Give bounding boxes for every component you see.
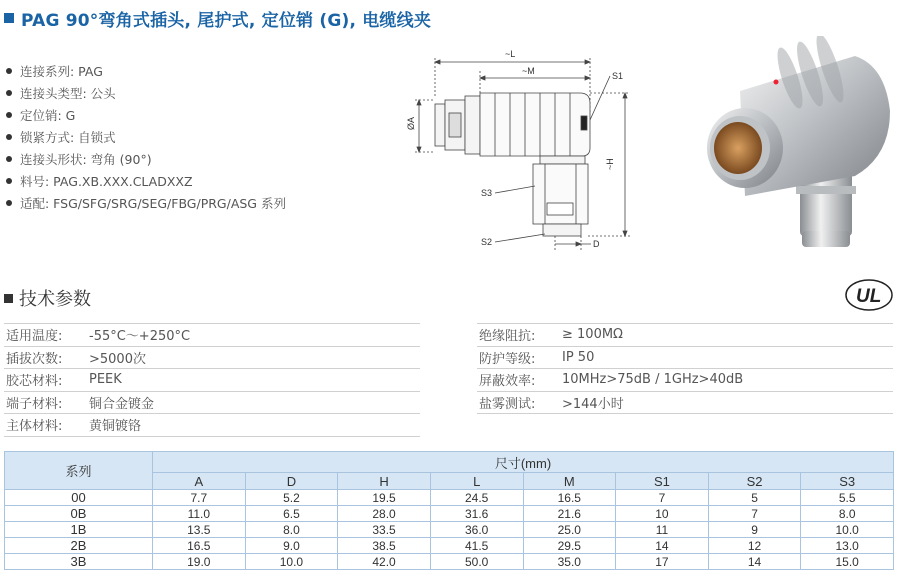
dimension-cell: 11 — [616, 522, 709, 538]
table-row — [5, 554, 894, 570]
dimension-cell: 7 — [616, 490, 709, 506]
spec-row: 插拔次数: >5000次 — [4, 346, 420, 369]
dimension-cell: 5 — [708, 490, 801, 506]
series-cell: 2B — [5, 538, 153, 554]
bullet-icon — [6, 68, 12, 74]
dimension-table — [4, 451, 894, 570]
dimension-cell: 41.5 — [430, 538, 523, 554]
dimension-header: 尺寸(mm) — [153, 452, 894, 473]
series-cell: 1B — [5, 522, 153, 538]
dimension-cell: 38.5 — [338, 538, 431, 554]
label-L: ~L — [505, 49, 516, 59]
dimension-cell: 35.0 — [523, 554, 616, 570]
column-header: D — [245, 473, 338, 490]
title-square-icon — [4, 13, 14, 23]
dimension-cell: 8.0 — [245, 522, 338, 538]
feature-list — [6, 60, 286, 214]
product-photo — [690, 36, 895, 254]
dimension-cell: 42.0 — [338, 554, 431, 570]
column-header: M — [523, 473, 616, 490]
column-header: S2 — [708, 473, 801, 490]
label-S2: S2 — [481, 237, 493, 247]
bullet-icon — [6, 90, 12, 96]
spec-row: 盐雾测试: >144小时 — [477, 391, 893, 415]
ul-certification-icon — [845, 279, 893, 311]
dimension-cell: 9.0 — [245, 538, 338, 554]
column-header: H — [338, 473, 431, 490]
dimension-cell: 5.2 — [245, 490, 338, 506]
page-title-text: PAG 90°弯角式插头, 尾护式, 定位销 (G), 电缆线夹 — [21, 10, 432, 31]
dimension-cell: 11.0 — [153, 506, 246, 522]
dimension-cell: 10 — [616, 506, 709, 522]
spec-row: 胶芯材料: PEEK — [4, 368, 420, 391]
dimension-cell: 15.0 — [801, 554, 894, 570]
label-H: ~H — [605, 158, 615, 170]
feature-item: 适配: FSG/SFG/SRG/SEG/FBG/PRG/ASG 系列 — [6, 192, 286, 214]
feature-item: 连接头类型: 公头 — [6, 82, 286, 104]
dimension-cell: 10.0 — [801, 522, 894, 538]
dimension-cell: 16.5 — [153, 538, 246, 554]
dimension-cell: 19.0 — [153, 554, 246, 570]
feature-item: 定位销: G — [6, 104, 286, 126]
dimension-cell: 12 — [708, 538, 801, 554]
dimension-cell: 25.0 — [523, 522, 616, 538]
label-S3: S3 — [481, 188, 493, 198]
svg-text:UL: UL — [856, 286, 882, 307]
dimension-cell: 16.5 — [523, 490, 616, 506]
column-header: S1 — [616, 473, 709, 490]
spec-row: 适用温度: -55°C～+250°C — [4, 323, 420, 346]
dimension-cell: 13.5 — [153, 522, 246, 538]
feature-item: 连接头形状: 弯角 (90°) — [6, 148, 286, 170]
series-cell: 3B — [5, 554, 153, 570]
label-D: D — [593, 239, 600, 249]
feature-item: 锁紧方式: 自锁式 — [6, 126, 286, 148]
bullet-icon — [6, 200, 12, 206]
spec-row: 绝缘阻抗: ≥ 100MΩ — [477, 323, 893, 346]
dimension-cell: 31.6 — [430, 506, 523, 522]
spec-row: 防护等级: IP 50 — [477, 346, 893, 369]
table-row — [5, 490, 894, 506]
label-S1: S1 — [612, 71, 624, 81]
dimension-cell: 13.0 — [801, 538, 894, 554]
column-header: L — [430, 473, 523, 490]
dimension-drawing — [395, 38, 640, 253]
dimension-cell: 14 — [616, 538, 709, 554]
table-row — [5, 506, 894, 522]
dimension-cell: 24.5 — [430, 490, 523, 506]
label-M: ~M — [522, 66, 535, 76]
spec-row: 端子材料: 铜合金镀金 — [4, 391, 420, 414]
specs-left — [4, 323, 420, 437]
label-A: ØA — [406, 116, 416, 130]
bullet-icon — [6, 178, 12, 184]
section-square-icon — [4, 294, 13, 303]
dimension-cell: 8.0 — [801, 506, 894, 522]
series-cell: 00 — [5, 490, 153, 506]
table-body — [5, 490, 894, 570]
dimension-cell: 50.0 — [430, 554, 523, 570]
dimension-cell: 10.0 — [245, 554, 338, 570]
section-title: 技术参数 — [19, 289, 91, 310]
series-header: 系列 — [5, 452, 153, 490]
bullet-icon — [6, 134, 12, 140]
dimension-cell: 21.6 — [523, 506, 616, 522]
dimension-cell: 9 — [708, 522, 801, 538]
table-row — [5, 522, 894, 538]
feature-item: 料号: PAG.XB.XXX.CLADXXZ — [6, 170, 286, 192]
bullet-icon — [6, 112, 12, 118]
dimension-cell: 36.0 — [430, 522, 523, 538]
dimension-cell: 14 — [708, 554, 801, 570]
dimension-cell: 7 — [708, 506, 801, 522]
dimension-cell: 28.0 — [338, 506, 431, 522]
dimension-cell: 7.7 — [153, 490, 246, 506]
bullet-icon — [6, 156, 12, 162]
specs-right — [477, 323, 893, 414]
column-header: S3 — [801, 473, 894, 490]
table-row — [5, 538, 894, 554]
spec-row: 屏蔽效率: 10MHz>75dB / 1GHz>40dB — [477, 368, 893, 391]
dimension-cell: 6.5 — [245, 506, 338, 522]
dimension-cell: 33.5 — [338, 522, 431, 538]
series-cell: 0B — [5, 506, 153, 522]
spec-row: 主体材料: 黄铜镀铬 — [4, 413, 420, 437]
dimension-cell: 5.5 — [801, 490, 894, 506]
dimension-cell: 17 — [616, 554, 709, 570]
feature-item: 连接系列: PAG — [6, 60, 286, 82]
dimension-cell: 29.5 — [523, 538, 616, 554]
section-heading — [4, 285, 91, 311]
column-header: A — [153, 473, 246, 490]
dimension-cell: 19.5 — [338, 490, 431, 506]
page-title — [4, 5, 431, 31]
